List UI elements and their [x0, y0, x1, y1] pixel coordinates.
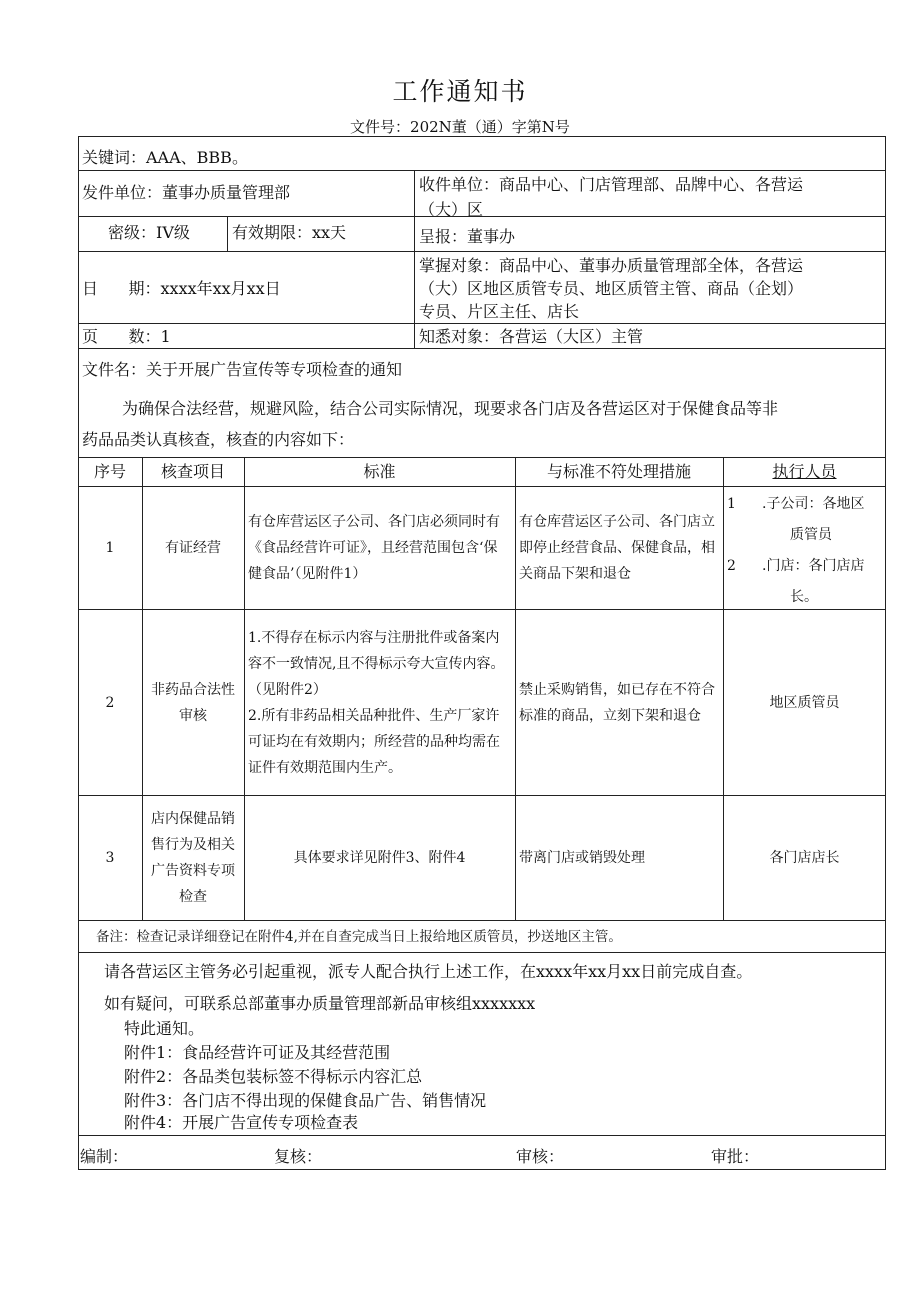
col-header-executor [723, 458, 886, 486]
col-header-standard: 标准 [363, 462, 396, 481]
signoff-audit: 审核： [516, 1147, 565, 1166]
keywords: 关键词：AAA、BBB。 [82, 148, 248, 167]
divider [414, 170, 415, 348]
grasp-objects-cont: 专员、片区主任、店长 [419, 302, 580, 321]
divider [78, 920, 886, 921]
grasp-objects: 掌握对象：商品中心、董事办质量管理部全体，各营运 [419, 256, 804, 275]
row-1-exec-text-2b: 长。 [790, 589, 818, 605]
attachment-4: 附件4：开展广告宣传专项检查表 [124, 1113, 359, 1132]
notify-objects: 知悉对象：各营运（大区）主管 [419, 327, 644, 346]
signoff-review: 复核： [274, 1147, 323, 1166]
remark: 备注：检查记录详细登记在附件4,并在自查完成当日上报给地区质管员，抄送地区主管。 [96, 929, 622, 945]
row-2-standard-point-2: 2.所有非药品相关品种批件、生产厂家许可证均在有效期内；所经营的品种均需在证件有效期范围内生产。 [248, 707, 500, 776]
page-title: 工作通知书 [392, 77, 528, 106]
attachment-1: 附件1：食品经营许可证及其经营范围 [124, 1043, 391, 1062]
sender-unit: 发件单位：董事办质量管理部 [82, 183, 291, 202]
report-to: 呈报：董事办 [419, 227, 516, 246]
validity-period: 有效期限：xx天 [232, 223, 347, 242]
row-2-executor: 地区质管员 [769, 694, 840, 711]
intro-paragraph-cont: 药品品类认真核查，核查的内容如下： [82, 430, 355, 449]
page-count: 页 数：1 [82, 327, 171, 346]
divider [78, 251, 886, 252]
row-1-standard: 有仓库营运区子公司、各门店必须同时有《食品经营许可证》，且经营范围包含‘保健食品’（见附件1） [248, 514, 500, 582]
row-1-exec-text-2: .门店：各门店店 [762, 558, 865, 574]
doc-number: 文件号：202N董（通）字第N号 [350, 118, 570, 136]
signoff-approve: 审批： [711, 1147, 760, 1166]
grasp-objects-cont: （大）区地区质管专员、地区质管主管、商品（企划） [419, 279, 804, 298]
file-name: 文件名：关于开展广告宣传等专项检查的通知 [82, 360, 403, 379]
row-2-no: 2 [105, 694, 115, 711]
notice-paragraph: 请各营运区主管务必引起重视，派专人配合执行上述工作，在xxxx年xx月xx日前完成自查。 [104, 962, 753, 981]
row-3-executor: 各门店店长 [769, 850, 840, 866]
row-2-measure: 禁止采购销售，如已存在不符合标准的商品，立刻下架和退仓 [519, 681, 715, 724]
row-3-standard: 具体要求详见附件3、附件4 [293, 850, 466, 866]
special-notice: 特此通知。 [124, 1019, 205, 1038]
row-1-exec-num-2: 2 [727, 558, 736, 574]
receiver-unit: 收件单位：商品中心、门店管理部、品牌中心、各营运 [419, 175, 804, 194]
divider [227, 216, 228, 251]
row-1-exec-text-1: .子公司：各地区 [762, 496, 865, 512]
row-1-item: 有证经营 [165, 540, 221, 556]
col-header-item: 核查项目 [160, 462, 225, 481]
row-2-standard-point-1: 1.不得存在标示内容与注册批件或备案内容不一致情况,且不得标示夸大宣传内容。（见附件2） [248, 629, 505, 698]
row-1-exec-text-1b: 质管员 [790, 527, 832, 543]
secrecy-level: 密级：IV级 [108, 223, 190, 242]
attachment-3: 附件3：各门店不得出现的保健食品广告、销售情况 [124, 1091, 487, 1110]
row-2-item: 非药品合法性审核 [151, 681, 235, 724]
row-2-standard [244, 610, 515, 795]
contact-paragraph: 如有疑问，可联系总部董事办质量管理部新品审核组xxxxxxx [104, 994, 536, 1013]
divider [78, 952, 886, 953]
signoff-compile: 编制： [80, 1147, 129, 1166]
row-1-exec-num-1: 1 [727, 496, 736, 512]
row-3-item: 店内保健品销售行为及相关广告资料专项检查 [151, 811, 235, 905]
attachment-2: 附件2：各品类包装标签不得标示内容汇总 [124, 1067, 423, 1086]
issue-date: 日 期：xxxx年xx月xx日 [82, 279, 281, 298]
receiver-unit-cont: （大）区 [419, 200, 484, 219]
row-3-no: 3 [105, 850, 115, 866]
row-3-measure: 带离门店或销毁处理 [519, 850, 645, 866]
intro-paragraph: 为确保合法经营，规避风险，结合公司实际情况，现要求各门店及各营运区对于保健食品等非 [122, 399, 779, 418]
row-1-measure: 有仓库营运区子公司、各门店立即停止经营食品、保健食品，相关商品下架和退仓 [519, 514, 715, 582]
col-header-measure: 与标准不符处理措施 [546, 462, 691, 481]
row-1-no: 1 [105, 540, 115, 556]
col-header-executor-label: 执行人员 [772, 462, 837, 481]
col-header-no: 序号 [93, 462, 126, 481]
